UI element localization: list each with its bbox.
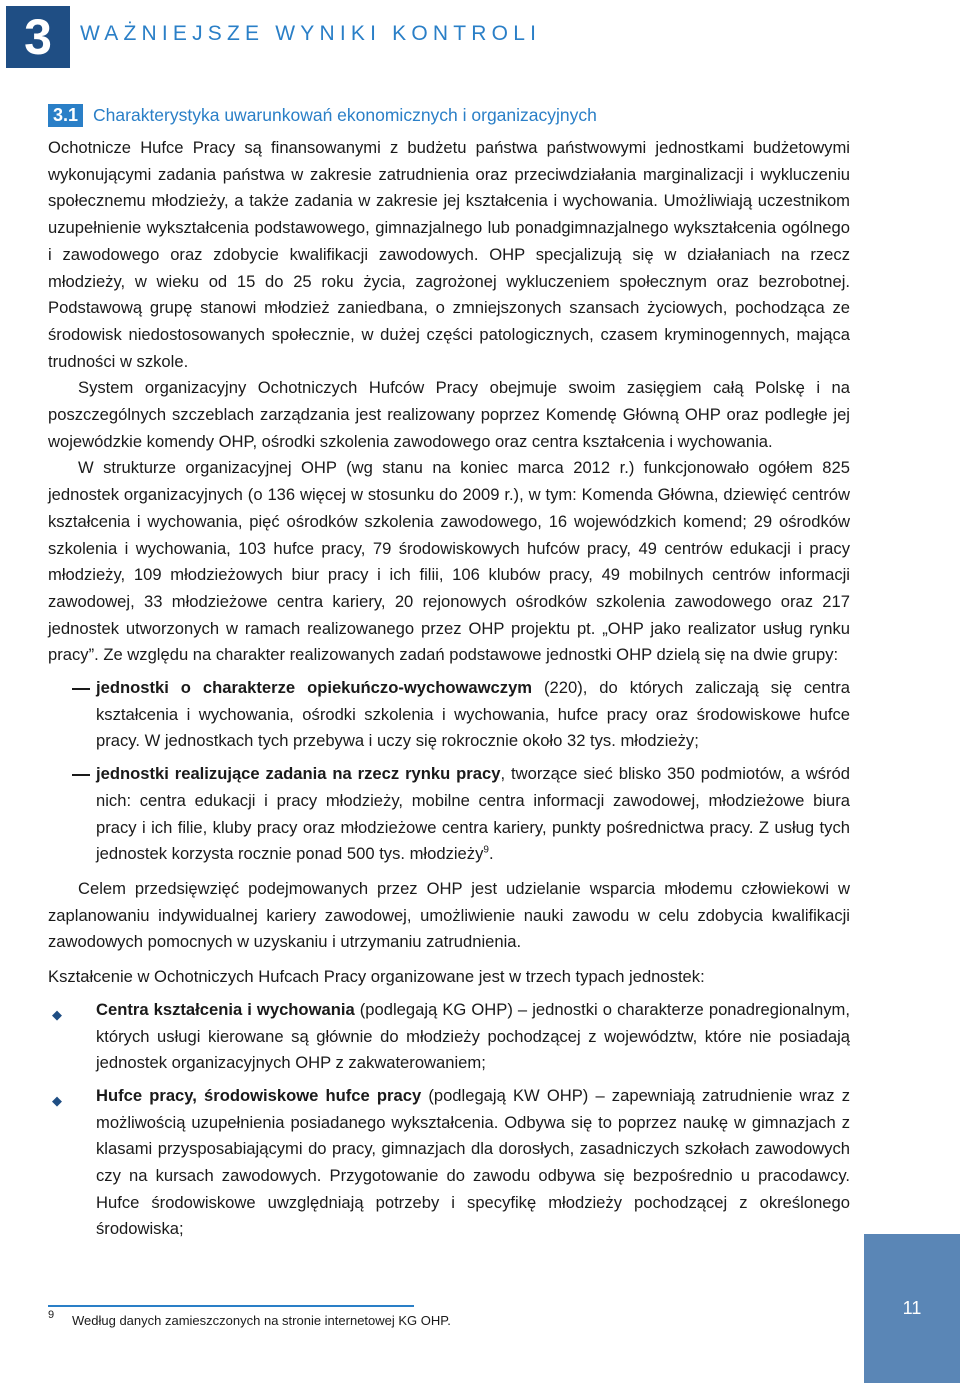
- chapter-number-box: [6, 6, 70, 68]
- unit-groups-list: [48, 675, 850, 868]
- footnote-text: Według danych zamieszczonych na stronie internetowej KG OHP.: [72, 1313, 451, 1328]
- list-item-text: (podlegają KG OHP) – jednostki o charakterze ponadregionalnym, których usługi kierowane są głównie do młodzieży pochodzącej z województw, które nie posiadają jednostek organizacyjnych OHP z zakwaterowaniem;: [96, 999, 850, 1073]
- list-item-text: (podlegają KW OHP) – zapewniają zatrudnienie wraz z możliwością uzupełnienia posiadanego wykształcenia. Odbywa się to poprzez naukę w gimnazjach z klasami przysposabiającymi do pracy, gimnazjach dla dorosłych, zasadniczych szkołach zawodowych czy na kursach zawodowych. Przygotowanie do zawodu odbywa się bezpośrednio u pracodawcy. Hufce środowiskowe uwzględniają potrzeby i specyfikę młodzieży pochodzącej z określonego środowiska;: [96, 1085, 850, 1239]
- spacer: [48, 868, 850, 876]
- list-item-end: .: [488, 844, 494, 864]
- footnote-number: 9: [48, 1309, 55, 1321]
- footnote: [48, 1309, 451, 1328]
- section-number: 3.1: [48, 104, 83, 127]
- paragraph-intro: Ochotnicze Hufce Pracy są finansowanymi z budżetu państwa państwowymi jednostkami budżetowymi wykonującymi zadania państwa w zakresie zatrudnienia oraz przeciwdziałania marginalizacji i wykluczeniu społecznemu młodzieży, a także zadania w zakresie jej kształcenia i wychowania. Umożliwiają uczestnikom uzupełnienie wykształcenia podstawowego, gimnazjalnego lub ponadgimnazjalnego wykształcenia ogólnego i zawodowego oraz zdobycie kwalifikacji zawodowych. OHP specjalizują się w działaniach na rzecz młodzieży, w wieku od 15 do 25 roku życia, zagrożonej wykluczeniem społecznym oraz bezrobotnej. Podstawową grupę stanowi młodzież zaniedbana, o zmniejszonych szansach życiowych, pochodząca ze środowisk niedostosowanych społecznie, w dużej części patologicznych, czasem kryminogennych, mająca trudności w szkole.: [48, 138, 850, 371]
- paragraph-education: Kształcenie w Ochotniczych Hufcach Pracy organizowane jest w trzech typach jednostek:: [48, 967, 705, 987]
- body-text: [48, 135, 850, 1243]
- section-title: Charakterystyka uwarunkowań ekonomicznych i organizacyjnych: [93, 104, 597, 125]
- list-item-text: , tworzące sieć blisko 350 podmiotów, a wśród nich: centra edukacji i pracy młodzieży, mobilne centra informacji zawodowej, młodzieżowe biura pracy i ich filie, kluby pracy oraz młodzieżowe centra kariery, punkty pośrednictwa pracy. Z usług tych jednostek korzysta rocznie ponad 500 tys. młodzieży: [96, 764, 850, 864]
- list-item: [48, 1083, 850, 1243]
- paragraph-structure: W strukturze organizacyjnej OHP (wg stanu na koniec marca 2012 r.) funkcjonowało ogółem 825 jednostek organizacyjnych (o 136 więcej w stosunku do 2009 r.), w tym: Komenda Główna, dziewięć centrów kształcenia i wychowania, pięć ośrodków szkolenia zawodowego, 16 wojewódzkich komend; 29 ośrodków szkolenia i wychowania, 103 hufce pracy, 79 środowiskowych hufców pracy, 49 centrów edukacji i pracy młodzieży, 109 młodzieżowych biur pracy i ich filii, 106 klubów pracy, 49 mobilnych centrów informacji zawodowej, 33 młodzieżowe centra kariery, 20 rejonowych ośrodków szkolenia zawodowego oraz 217 jednostek utworzonych w ramach realizowanego przez OHP projektu pt. „OHP jako realizator usług rynku pracy”. Ze względu na charakter realizowanych zadań podstawowe jednostki OHP dzielą się na dwie grupy:: [48, 458, 850, 665]
- page-number: 11: [902, 1298, 922, 1318]
- diamond-bullet-icon: ◆: [52, 1006, 62, 1022]
- list-item-bold: Hufce pracy, środowiskowe hufce pracy: [96, 1085, 422, 1105]
- chapter-title: WAŻNIEJSZE WYNIKI KONTROLI: [80, 22, 542, 45]
- list-item-bold: jednostki o charakterze opiekuńczo-wychowawczym: [96, 678, 533, 698]
- chapter-number: 3: [24, 9, 52, 65]
- list-item: [48, 761, 850, 868]
- list-item-bold: Centra kształcenia i wychowania: [96, 999, 355, 1019]
- page-number-box: [864, 1234, 960, 1383]
- list-item-text: (220), do których zaliczają się centra kształcenia i wychowania, ośrodki szkolenia i wychowania, hufce pracy oraz środowiskowe hufce pracy. W jednostkach tych przebywa i uczy się rokrocznie około 32 tys. młodzieży;: [96, 678, 851, 751]
- diamond-bullet-icon: ◆: [52, 1092, 62, 1108]
- education-types-list: [48, 997, 850, 1243]
- paragraph-goal: Celem przedsięwzięć podejmowanych przez OHP jest udzielanie wsparcia młodemu człowiekowi w zaplanowaniu indywidualnej kariery zawodowej, umożliwienie nauki zawodu w celu zdobycia kwalifikacji zawodowych pomocnych w uzyskaniu i utrzymaniu zatrudnienia.: [48, 878, 850, 952]
- footnote-divider: [48, 1305, 414, 1307]
- paragraph-system: System organizacyjny Ochotniczych Hufców Pracy obejmuje swoim zasięgiem całą Polskę i na poszczególnych szczeblach zarządzania jest realizowany poprzez Komendę Główną OHP oraz podległe jej wojewódzkie komendy OHP, ośrodki szkolenia zawodowego oraz centra kształcenia i wychowania.: [48, 378, 850, 451]
- section-heading: [48, 103, 597, 127]
- list-item: [48, 997, 850, 1077]
- footnote-reference[interactable]: 9: [483, 844, 489, 856]
- spacer: [48, 956, 850, 964]
- list-item-bold: jednostki realizujące zadania na rzecz rynku pracy: [96, 764, 501, 784]
- list-item: [48, 675, 850, 755]
